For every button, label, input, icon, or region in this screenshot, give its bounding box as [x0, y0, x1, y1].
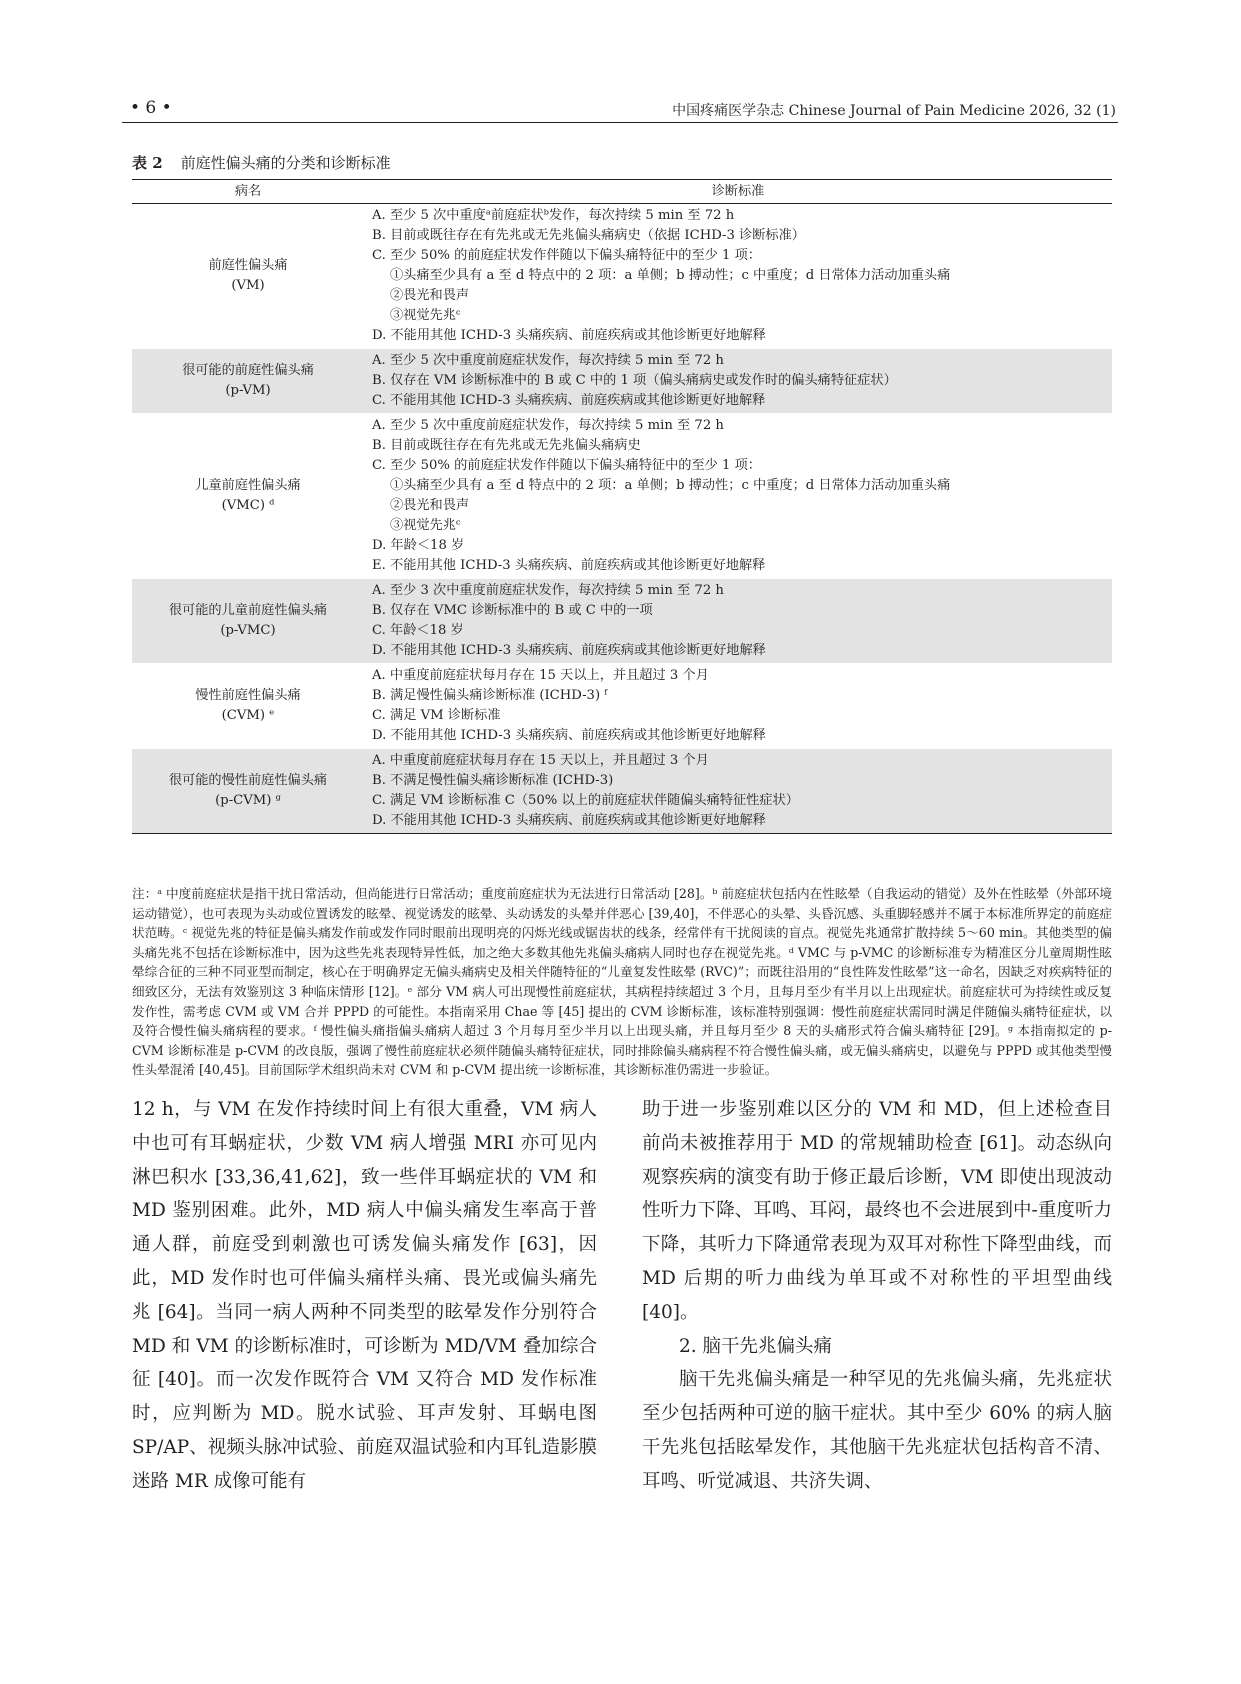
table-row	[132, 204, 1112, 349]
table-row	[132, 664, 1112, 749]
criterion-line: A. 至少 5 次中重度ᵃ前庭症状ᵇ发作，每次持续 5 min 至 72 h	[372, 208, 735, 223]
right-paragraph-2: 脑干先兆偏头痛是一种罕见的先兆偏头痛，先兆症状至少包括两种可逆的脑干症状。其中至少 60% 的病人脑干先兆包括眩晕发作，其他脑干先兆症状包括构音不清、耳鸣、听觉减退、共济失调、	[642, 1369, 1112, 1492]
body-right-column	[642, 1093, 1112, 1499]
criterion-line: A. 至少 3 次中重度前庭症状发作，每次持续 5 min 至 72 h	[372, 583, 724, 598]
disease-name: 慢性前庭性偏头痛	[195, 688, 301, 703]
criteria-cell	[364, 579, 1112, 664]
criterion-line: D. 不能用其他 ICHD-3 头痛疾病、前庭疾病或其他诊断更好地解释	[372, 643, 766, 658]
criterion-line: B. 目前或既往存在有先兆或无先兆偏头痛病史	[372, 438, 641, 453]
disease-abbreviation: (VM)	[231, 278, 265, 293]
diagnosis-table	[132, 179, 1112, 834]
criterion-line: C. 满足 VM 诊断标准 C（50% 以上的前庭症状伴随偏头痛特征性症状）	[372, 793, 799, 808]
criterion-line: E. 不能用其他 ICHD-3 头痛疾病、前庭疾病或其他诊断更好地解释	[372, 558, 766, 573]
table-title: 前庭性偏头痛的分类和诊断标准	[180, 154, 391, 172]
criterion-line: D. 年龄＜18 岁	[372, 538, 465, 553]
table-notes: 注：ᵃ 中度前庭症状是指干扰日常活动，但尚能进行日常活动；重度前庭症状为无法进行日常活动 [28]。ᵇ 前庭症状包括内在性眩晕（自我运动的错觉）及外在性眩晕（外部环境运动错觉），也可表现为头动或位置诱发的眩晕、视觉诱发的眩晕、头动诱发的头晕并伴恶心 [39,40]，不伴恶心的头晕、头昏沉感、头重脚轻感并不属于本标准所界定的前庭症状范畴。ᶜ 视觉先兆的特征是偏头痛发作前或发作同时眼前出现明亮的闪烁光线或锯齿状的线条，经常伴有干扰阅读的盲点。视觉先兆通常扩散持续 5～60 min。其他类型的偏头痛先兆不包括在诊断标准中，因为这些先兆表现特异性低，加之绝大多数其他先兆偏头痛病人同时也存在视觉先兆。ᵈ VMC 与 p-VMC 的诊断标准专为精准区分儿童周期性眩晕综合征的三种不同亚型而制定，核心在于明确界定无偏头痛病史及相关伴随特征的“儿童复发性眩晕 (RVC)”；而既往沿用的“良性阵发性眩晕”这一命名，因缺乏对疾病特征的细致区分，无法有效鉴别这 3 种临床情形 [12]。ᵉ 部分 VM 病人可出现慢性前庭症状，其病程持续超过 3 个月，且每月至少有半月以上出现症状。前庭症状可为持续性或反复发作性，需考虑 CVM 或 VM 合并 PPPD 的可能性。本指南采用 Chae 等 [45] 提出的 CVM 诊断标准，该标准特别强调：慢性前庭症状需同时满足伴随偏头痛特征症状，以及符合慢性偏头痛病程的要求。ᶠ 慢性偏头痛指偏头痛病人超过 3 个月每月至少半月以上出现头痛，并且每月至少 8 天的头痛形式符合偏头痛特征 [29]。ᵍ 本指南拟定的 p-CVM 诊断标准是 p-CVM 的改良版，强调了慢性前庭症状必须伴随偏头痛特征症状，同时排除偏头痛病程不符合慢性偏头痛，或无偏头痛病史，以避免与 PPPD 或其他类型慢性头晕混淆 [40,45]。目前国际学术组织尚未对 CVM 和 p-CVM 提出统一诊断标准，其诊断标准仍需进一步验证。	[132, 886, 1112, 1078]
criterion-line: A. 至少 5 次中重度前庭症状发作，每次持续 5 min 至 72 h	[372, 418, 724, 433]
criterion-line: ①头痛至少具有 a 至 d 特点中的 2 项：a 单侧；b 搏动性；c 中重度；d 日常体力活动加重头痛	[390, 478, 951, 493]
criterion-line: A. 至少 5 次中重度前庭症状发作，每次持续 5 min 至 72 h	[372, 353, 724, 368]
criterion-line: D. 不能用其他 ICHD-3 头痛疾病、前庭疾病或其他诊断更好地解释	[372, 328, 766, 343]
criterion-line: C. 不能用其他 ICHD-3 头痛疾病、前庭疾病或其他诊断更好地解释	[372, 393, 766, 408]
criterion-line: ③视觉先兆ᶜ	[390, 518, 461, 533]
right-paragraph-1: 助于进一步鉴别难以区分的 VM 和 MD，但上述检查目前尚未被推荐用于 MD 的常规辅助检查 [61]。动态纵向观察疾病的演变有助于修正最后诊断，VM 即使出现波动性听力下降、耳鸣、耳闷，最终也不会进展到中-重度听力下降，其听力下降通常表现为双耳对称性下降型曲线，而 MD 后期的听力曲线为单耳或不对称性的平坦型曲线 [40]。	[642, 1099, 1112, 1323]
disease-name-cell	[132, 349, 364, 414]
section-heading: 2. 脑干先兆偏头痛	[679, 1335, 833, 1357]
disease-name-cell	[132, 204, 364, 349]
table-row	[132, 579, 1112, 664]
table-label: 表 2	[132, 154, 163, 172]
disease-name: 很可能的儿童前庭性偏头痛	[168, 603, 328, 618]
criterion-line: C. 满足 VM 诊断标准	[372, 708, 501, 723]
criterion-line: B. 满足慢性偏头痛诊断标准 (ICHD-3) ᶠ	[372, 688, 608, 703]
criterion-line: B. 仅存在 VMC 诊断标准中的 B 或 C 中的一项	[372, 603, 653, 618]
criterion-line: A. 中重度前庭症状每月存在 15 天以上，并且超过 3 个月	[372, 753, 709, 768]
disease-name: 儿童前庭性偏头痛	[195, 478, 301, 493]
disease-abbreviation: (p-CVM) ᵍ	[215, 793, 281, 808]
table-row	[132, 349, 1112, 414]
disease-name: 很可能的慢性前庭性偏头痛	[168, 773, 328, 788]
criterion-line: B. 仅存在 VM 诊断标准中的 B 或 C 中的 1 项（偏头痛病史或发作时的偏头痛特征症状）	[372, 373, 897, 388]
header-criteria: 诊断标准	[364, 180, 1112, 204]
table-header-row	[132, 180, 1112, 204]
header-disease-name: 病名	[132, 180, 364, 204]
disease-abbreviation: (p-VM)	[225, 383, 271, 398]
table-row	[132, 749, 1112, 834]
disease-abbreviation: (CVM) ᵉ	[221, 708, 275, 723]
criterion-line: C. 至少 50% 的前庭症状发作伴随以下偏头痛特征中的至少 1 项：	[372, 248, 761, 263]
disease-name-cell	[132, 749, 364, 834]
criterion-line: A. 中重度前庭症状每月存在 15 天以上，并且超过 3 个月	[372, 668, 709, 683]
criteria-cell	[364, 414, 1112, 579]
journal-title: 中国疼痛医学杂志 Chinese Journal of Pain Medicine 2026, 32 (1)	[672, 103, 1116, 119]
disease-abbreviation: (VMC) ᵈ	[221, 498, 275, 513]
criterion-line: D. 不能用其他 ICHD-3 头痛疾病、前庭疾病或其他诊断更好地解释	[372, 728, 766, 743]
criterion-line: B. 不满足慢性偏头痛诊断标准 (ICHD-3)	[372, 773, 614, 788]
disease-name: 前庭性偏头痛	[208, 258, 288, 273]
criterion-line: ②畏光和畏声	[390, 498, 470, 513]
criteria-cell	[364, 664, 1112, 749]
criteria-cell	[364, 204, 1112, 349]
criterion-line: ①头痛至少具有 a 至 d 特点中的 2 项：a 单侧；b 搏动性；c 中重度；d 日常体力活动加重头痛	[390, 268, 951, 283]
table-caption	[132, 152, 391, 173]
criterion-line: D. 不能用其他 ICHD-3 头痛疾病、前庭疾病或其他诊断更好地解释	[372, 813, 766, 828]
criteria-cell	[364, 749, 1112, 834]
table-row	[132, 414, 1112, 579]
disease-abbreviation: (p-VMC)	[220, 623, 276, 638]
left-paragraph: 12 h，与 VM 在发作持续时间上有很大重叠，VM 病人中也可有耳蜗症状，少数 VM 病人增强 MRI 亦可见内淋巴积水 [33,36,41,62]，致一些伴耳蜗症状的 VM 和 MD 鉴别困难。此外，MD 病人中偏头痛发生率高于普通人群，前庭受到刺激也可诱发偏头痛发作 [63]，因此，MD 发作时也可伴偏头痛样头痛、畏光或偏头痛先兆 [64]。当同一病人两种不同类型的眩晕发作分别符合 MD 和 VM 的诊断标准时，可诊断为 MD/VM 叠加综合征 [40]。而一次发作既符合 VM 又符合 MD 发作标准时，应判断为 MD。脱水试验、耳声发射、耳蜗电图 SP/AP、视频头脉冲试验、前庭双温试验和内耳钆造影膜迷路 MR 成像可能有	[132, 1099, 597, 1492]
criterion-line: C. 至少 50% 的前庭症状发作伴随以下偏头痛特征中的至少 1 项：	[372, 458, 761, 473]
running-header	[122, 92, 1118, 123]
body-left-column	[132, 1093, 597, 1499]
table-body	[132, 204, 1112, 834]
criterion-line: ③视觉先兆ᶜ	[390, 308, 461, 323]
page-number: • 6 •	[130, 98, 172, 118]
criterion-line: C. 年龄＜18 岁	[372, 623, 464, 638]
criterion-line: ②畏光和畏声	[390, 288, 470, 303]
disease-name-cell	[132, 414, 364, 579]
disease-name-cell	[132, 579, 364, 664]
criterion-line: B. 目前或既往存在有先兆或无先兆偏头痛病史（依据 ICHD-3 诊断标准）	[372, 228, 805, 243]
disease-name: 很可能的前庭性偏头痛	[182, 363, 314, 378]
criteria-cell	[364, 349, 1112, 414]
disease-name-cell	[132, 664, 364, 749]
